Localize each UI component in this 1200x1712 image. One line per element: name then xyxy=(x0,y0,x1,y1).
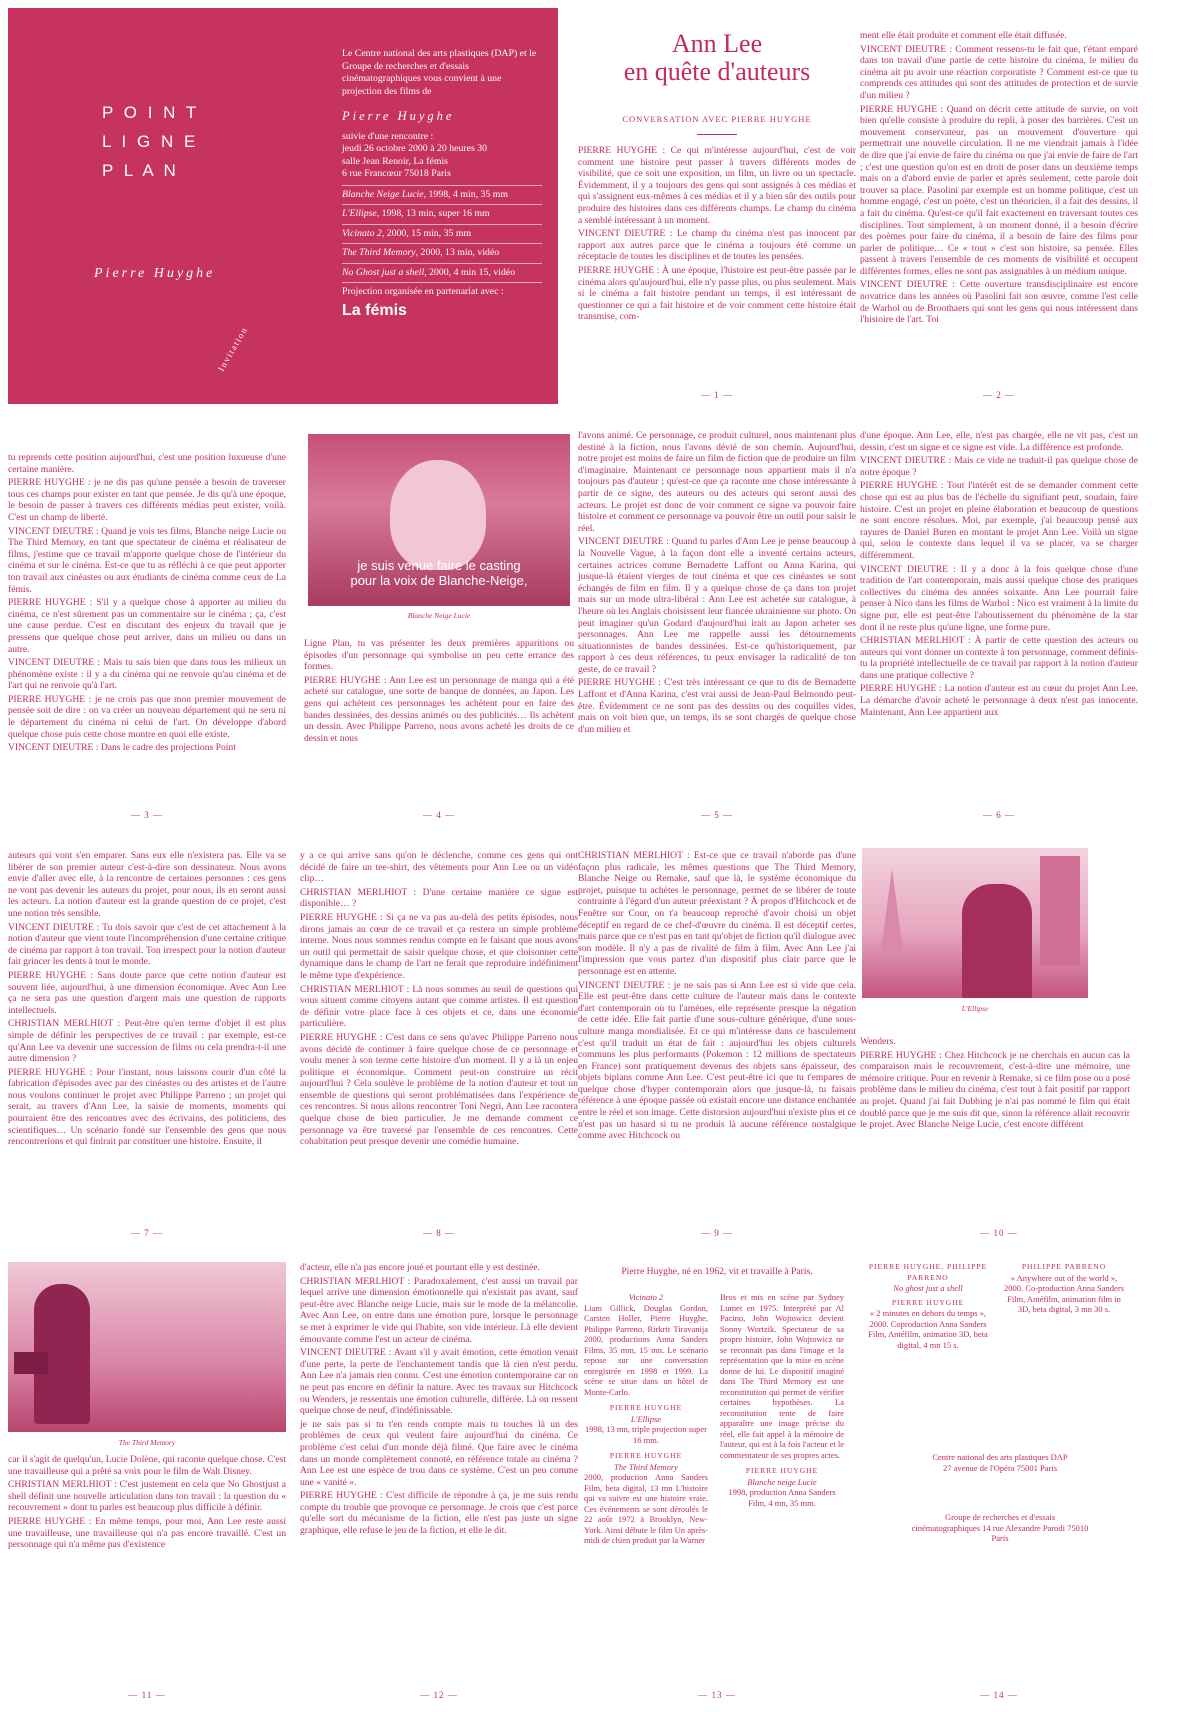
folio: — 14 — xyxy=(980,1690,1018,1700)
page-4 xyxy=(300,428,578,824)
page-11 xyxy=(8,1262,286,1704)
page-13 xyxy=(578,1262,856,1704)
portrait-figure xyxy=(390,460,486,570)
page-14 xyxy=(860,1262,1138,1704)
folio: — 1 — xyxy=(701,390,733,400)
page-3 xyxy=(8,428,286,824)
credit-text: « 2 minutes en dehors du temps », 2000. Coproduction Anna Sanders Film, Antéfilm, animation 3D, beta digital, 4 mn 15 s. xyxy=(868,1308,988,1350)
credit-title: Blanche neige Lucie xyxy=(747,1476,817,1487)
folio: — 5 — xyxy=(701,810,733,820)
page-9 xyxy=(578,846,856,1242)
partner-label: Projection organisée en partenariat avec : xyxy=(342,286,504,297)
meeting-label: suivie d'une rencontre : xyxy=(342,130,434,142)
folio: — 13 — xyxy=(698,1690,736,1700)
meeting-address: 6 rue Francœur 75018 Paris xyxy=(342,168,451,179)
body-text: auteurs qui vont s'en emparer. Sans eux elle n'existera pas. Elle va se libérer de son premier auteur c'est-à-dire son dessinateur. Nous avons envie d'aller avec elle, à la rencontre de certaines personnes : ces gens ne vont pas devenir les auteurs du projet, pour nous, ils en seront aussi les acteurs. La notion d'auteur est la grande question de ce projet, c'est une notion très sensible. VINCENT DIEUTRE : Tu dois savoir que c'est de cet attachement à la notion d'auteur que vient toute l'incompréhension d'une certaine critique de cinéma par rapport à ton travail. Ton irrespect pour la notion d'auteur fait grincer les dents à tout le monde. PIERRE HUYGHE : Sans doute parce que cette notion d'auteur est souvent liée, aujourd'hui, à une dimension économique. Avec Ann Lee ça ne sera pas une question d'argent mais une question de rapports intellectuels. CHRISTIAN MERLHIOT : Peut-être qu'en terme d'objet il est plus simple de définir les perspectives de ce travail : par exemple, est-ce qu'Ann Lee va devenir une succession de films ou cela prendra-t-il une autre dimension ? PIERRE HUYGHE : Pour l'instant, nous laissons courir d'un côté la fabrication d'épisodes avec par des cinéastes ou des artistes et de l'autre nous voulons continuer le projet avec Philippe Parreno ; un projet qui serait, au travers d'Ann Lee, la saisie de moments, moments qui pourraient être des rencontres avec des écrivains, des politiciens, des scientifiques… Un scénario fondé sur l'ensemble des gens que nous rencontrerions et qui finirait par constituer une histoire. Ensuite, il xyxy=(8,850,286,1148)
film-item: L'Ellipse, 1998, 13 min, super 16 mm xyxy=(342,204,542,224)
artist-bio: Pierre Huyghe, né en 1962, vit et travaille à Paris. xyxy=(621,1266,813,1277)
credit-author: PIERRE HUYGHE xyxy=(609,1451,683,1460)
page-12 xyxy=(300,1262,578,1704)
page-10 xyxy=(860,846,1138,1242)
folio: — 4 — xyxy=(423,810,455,820)
credit-title: L'Ellipse xyxy=(630,1413,662,1424)
photo-caption: L'Ellipse xyxy=(961,1004,989,1013)
folio: — 12 — xyxy=(420,1690,458,1700)
folio: — 6 — xyxy=(983,810,1015,820)
body-text: y a ce qui arrive sans qu'on le déclenche, comme ces gens qui ont décidé de faire un tee-shirt, des vêtements pour Ann Lee ou un vidéo clip… CHRISTIAN MERLHIOT : D'une certaine manière ce signe est disponible… ? PIERRE HUYGHE : Si ça ne va pas au-delà des petits épisodes, nous dirons jamais au cœur de ce travail et ça restera un simple problème interne. Nous nous sommes rendus compte en le faisant que nous avons un outil qui permettait de saisir quelque chose, et que cloisonner cette dynamique dans le champ de l'art ne ferait que reproduire indéfiniment le même type d'expérience. CHRISTIAN MERLHIOT : Là nous sommes au seuil de questions qui vous situent comme citoyens autant que comme artistes. Il est question de définir votre place face à ces objets et ce, dans une économie particulière. PIERRE HUYGHE : C'est dans ce sens qu'avec Philippe Parreno nous avons décidé de continuer à faire quelque chose de ce personnage et voulu mener à son terme cette histoire d'un moment. Il y a là un enjeu politique et économique. Comment peut-on construire un récit aujourd'hui ? Cela soulève le problème de la notion d'auteur et tout un ensemble de questions qui seront problématisées dans l'expérience de ces rencontres. Si nous allons rencontrer Toni Negri, Ann Lee racontera quelque chose de bien particulier. Je me demande comment ce personnage va être traversé par l'ensemble de ces rencontres. Cette cohabitation peut presque devenir une comédie humaine. xyxy=(300,850,578,1148)
body-text: ment elle était produite et comment elle était diffusée. VINCENT DIEUTRE : Comment ressens-tu le fait que, t'étant emparé dans ton travail d'une partie de cette histoire du cinéma, le milieu du cinéma ait pu avoir une réaction corporatiste ? Comment est-ce que tu comprends ces attitudes qui sont des attitudes de protection et de survie d'un milieu ? PIERRE HUYGHE : Quand on décrit cette attitude de survie, on voit bien qu'elle consiste à produire du repli, à poser des barrières. C'est un mouvement conservateur, pas un mouvement d'ouverture qui permettrait une nouvelle circulation. Il ne me viendrait jamais à l'idée de dire que j'ai envie de faire du cinéma ou que j'ai envie de faire de l'art ; c'est une question qu'on est en droit de poser dans un deuxième temps mais on a d'abord envie de parler et après seulement, cette parole doit trouver sa place. Pasolini par exemple est un homme politique, c'est un homme engagé, c'est un poète, c'est un théoricien, il a fait des dessins, il a fait du cinéma. Qu'est-ce qu'il fait exactement en traversant toutes ces disciplines. Tout simplement, à un moment donné, il a besoin d'écrire des poèmes pour faire du cinéma, il a besoin de faire des films pour parler de politique… Ce « tout » c'est son histoire, sa pensée. Elles passent à travers l'ensemble de ces moments de visibilité et occupent différentes formes, elles ne sont pas assignables à un médium unique. VINCENT DIEUTRE : Cette ouverture transdisciplinaire est encore novatrice dans les années où Pasolini fait son œuvre, comme l'est celle de Warhol ou de Broothaers qui sont les gens qui nous intéressent dans l'histoire de l'art. Toi xyxy=(860,30,1138,326)
credit-author: PIERRE HUYGHE xyxy=(745,1466,819,1475)
folio: — 10 — xyxy=(980,1228,1018,1238)
page-1 xyxy=(578,8,856,404)
ellipse-still xyxy=(862,848,1088,998)
body-text: Wenders. PIERRE HUYGHE : Chez Hitchcock je ne cherchais en aucun cas la comparaison mais le recouvrement, c'est-à-dire une mémoire, une mémoire critique. Pour en revenir à Remake, si ce film pose ou a posé problème dans le milieu du cinéma, c'est tout à fait positif par rapport au projet. Quand j'ai fait Dubbing je n'ai pas nommé le film qui était doublé parce que je me suis dit que, sinon la référence allait recouvrir le projet. Avec Blanche Neige Lucie, c'est encore différent xyxy=(860,1036,1130,1131)
grec-address: Groupe de recherches et d'essais cinématographiques 14 rue Alexandre Parodi 75010 Paris xyxy=(911,1512,1089,1543)
meeting-date: jeudi 26 octobre 2000 à 20 heures 30 xyxy=(342,143,488,154)
credit-title: Vicinato 2 xyxy=(628,1292,664,1302)
credit-text: 2000, production Anna Sanders Film, beta digital, 13 mn L'histoire qui va suivre est une histoire vraie. Ces événements se sont déroulés le 22 août 1972 à Brooklyn, New-York. Ainsi débute le film Un après-midi de chien produit par la Warner xyxy=(584,1472,708,1545)
eiffel-tower-shape xyxy=(880,868,904,958)
camera-shape xyxy=(14,1352,48,1374)
body-text: tu reprends cette position aujourd'hui, c'est une position luxueuse d'une certaine manière. PIERRE HUYGHE : je ne dis pas qu'une pensée a besoin de traverser tous ces champs pour exister en tant que pensée. Je dis qu'à une époque, le besoin de passer à travers ces différents médias peut exister, voilà. C'est un champ de liberté. VINCENT DIEUTRE : Quand je vois tes films, Blanche neige Lucie ou The Third Memory, en tant que spectateur de cinéma et réalisateur de films, j'estime que ce travail m'apporte quelque chose de l'intérieur du cinéma et sur le cinéma. Est-ce que tu as réfléchi à ce que peut apporter ton travail aux cinéastes ou aux étudiants de cinéma comme ceux de La fémis. PIERRE HUYGHE : S'il y a quelque chose à apporter au milieu du cinéma, ce n'est sûrement pas un commentaire sur le cinéma ; ça, c'est une cause perdue. C'est en discutant des enjeux du travail que je pressens que quelque chose peut arriver, dans un milieu ou dans un autre. VINCENT DIEUTRE : Mais tu sais bien que dans tous les milieux un phénomène existe : il y a du cinéma qui ne renvoie qu'au cinéma et de l'art qui ne renvoie qu'à l'art. PIERRE HUYGHE : je ne crois pas que mon premier mouvement de pensée soit de dire : on va créer un nouveau département qui ne sera ni le département du cinéma ni celui de l'art. On développe d'abord quelque chose puis cette chose montre en quoi elle existe. VINCENT DIEUTRE : Dans le cadre des projections Point xyxy=(8,452,286,754)
cover-artist: Pierre Huyghe xyxy=(94,266,216,281)
credit-text: 1998, production Anna Sanders Film, 4 mn, 35 mm. xyxy=(728,1487,836,1508)
point-ligne-plan-logo: P O I N T L I G N E P L A N xyxy=(102,103,200,180)
body-text: l'avons animé. Ce personnage, ce produit culturel, nous maintenant plus destiné à la fiction, nous l'avons dévié de son chemin. Aujourd'hui, notre projet est moins de faire un film de fiction que de produire un film d'imaginaire. Maintenant ce personnage nous appartient mais il n'a toujours pas d'auteur ; qu'est-ce que ça raconte une chose intéressante à partir de ce signe, des auteurs ou des acteurs qui seront aussi des acteurs. Le projet est donc de voir comment ce signe va pouvoir faire histoire et comment ce personnage va pouvoir être un outil pour saisir le réel. VINCENT DIEUTRE : Quand tu parles d'Ann Lee je pense beaucoup à la Nouvelle Vague, à la façon dont elle a inventé certains acteurs, certaines actrices comme Bernadette Laffont ou Anna Karina, qui jusque-là étaient vierges de tout cinéma et que ces cinéastes se sont échangés de film en film. Il y a quelque chose de ça dans ton projet mais sur un mode ultra-libéral : Ann Lee est achetée sur catalogue, à l'heure où les Anglais choisissent leur fiancée ukrainienne sur photo. On peut imaginer qu'un Godard d'aujourd'hui irait au Japon acheter ses personnages. Ann Lee me rappelle aussi les détournements situationnistes de bandes dessinées. Est-ce qu'historiquement, par rapport à ces deux références, tu peux envisager la radicalité de ton geste, de ce travail ? PIERRE HUYGHE : C'est très intéressant ce que tu dis de Bernadette Laffont et d'Anna Karina, c'est vrai aussi de Jean-Paul Belmondo peut-être. Évidemment ce ne sont pas des dessins ou des coquilles vides, mais on voit bien que, un temps, ils se sont chargés de quelque chose d'un milieu et xyxy=(578,430,856,735)
col-right xyxy=(1002,1262,1126,1315)
credit-author: PIERRE HUYGHE, PHILIPPE PARRENO xyxy=(868,1262,988,1282)
film-item: Vicinato 2, 2000, 15 min, 35 mm xyxy=(342,224,542,244)
folio: — 9 — xyxy=(701,1228,733,1238)
cover-details-panel xyxy=(274,8,558,404)
credit-text: Liam Gillick, Douglas Gordon, Carsten Holler, Pierre Huyghe, Philippe Parreno, Rirkrit Tiravanija 2000, productions Anna Sanders Films, 35 mm, 15 mn. Le scénario repose sur une conversation enregistrée en 1998 et 1999. La scène se situe dans un hôtel de Monte-Carlo. xyxy=(584,1302,708,1397)
body-text: Ligne Plan, tu vas présenter les deux premières apparitions ou épisodes d'un personnage qui symbolise un peu cette errance des formes. PIERRE HUYGHE : Ann Lee est un personnage de manga qui a été acheté sur catalogue, une sorte de banque de données, au Japon. Les gens qui achètent ces personnages les achètent pour en faire des bandes dessinées, des dessins animés ou des publicités… Ils achètent un dessin. Avec Philippe Parreno, nous avons acheté les droits de ce dessin et nous xyxy=(304,638,574,744)
folio: — 2 — xyxy=(983,390,1015,400)
body-text: CHRISTIAN MERLHIOT : Est-ce que ce travail n'aborde pas d'une façon plus radicale, les mêmes questions que The Third Memory, Blanche Neige ou Remake, sauf que là, le système économique du projet, puisque tu achètes le personnage, permet de se libérer de toute contrainte à l'égard d'un auteur préexistant ? À propos d'Hitchcock et de Fenêtre sur Cour, on t'a beaucoup reproché d'avoir choisi un objet déceptif en regard de ce chef-d'œuvre du cinéma. Il est déceptif certes, mais parce que ce n'est pas en tant qu'objet de fiction qu'il dialogue avec son modèle. Il n'y a pas de rivalité de film à film. Avec Ann Lee j'ai l'impression que vous partez d'un dispositif plus clair parce que le personnage est en attente. VINCENT DIEUTRE : je ne sais pas si Ann Lee est si vide que cela. Elle est peut-être dans cette culture de l'auteur mais dans le contexte d'art contemporain où tu l'amènes, elle représente presque la négation de cette idée. Elle fait partie d'une sous-culture générique, d'une sous-culture manga mondialisée. Et ce qui m'intéresse dans ce basculement c'est qu'il traduit un état de fait : aujourd'hui les objets culturels communs les plus performants (Pokemon : 12 millions de spectateurs en France) sont pratiquement devenus des objets sans épaisseur, des objets biplans comme Ann Lee. C'est peut-être ici que tu t'empares de quelque chose d'hyper contemporain alors que jusque-là, tu faisais référence à une époque passée où existait encore une distance enchantée entre le réel et son image. Cette distorsion aujourd'hui n'existe plus et ce n'est pas un hasard si tu ne produis là aucune référence nostalgique comme avec Hitchcock ou xyxy=(578,850,856,1142)
meeting-venue: salle Jean Renoir, La fémis xyxy=(342,155,448,167)
credit-author: PHILIPPE PARRENO xyxy=(1021,1262,1107,1271)
cnap-address: Centre national des arts plastiques DAP 27 avenue de l'Opéra 75001 Paris xyxy=(932,1452,1068,1473)
blanche-neige-still xyxy=(308,434,570,606)
divider xyxy=(697,134,737,135)
body-text: d'une époque. Ann Lee, elle, n'est pas chargée, elle ne vit pas, c'est un dessin, c'est un signe et ce signe est vide. La différence est profonde. VINCENT DIEUTRE : Mais ce vide ne traduit-il pas quelque chose de notre époque ? PIERRE HUYGHE : Tout l'intérêt est de se demander comment cette chose qui est au plus bas de l'échelle du signifiant peut, soudain, faire histoire. C'est un projet en pleine élaboration et beaucoup de questions ne sont encore résolues. Moi, par exemple, j'ai beaucoup pensé aux rayures de Daniel Buren en montant le projet Ann Lee. Voilà un signe qui, selon le contexte dans lequel il va se placer, va se charger différemment. VINCENT DIEUTRE : Il y a donc à la fois quelque chose d'une tradition de l'art contemporain, mais aussi quelque chose des pratiques collectives du cinéma des années soixante. Ann Lee pourrait faire penser à Nico dans les films de Warhol : Nico est vraiment à la limite du signe pur, elle est peut-être l'aboutissement du phénomène de la star dont il ne reste plus qu'une ligne, une forme pure. CHRISTIAN MERLHIOT : À partir de cette question des acteurs ou auteurs qui vont donner un contexte à ton personnage, comment définis-tu la propriété intellectuelle de ce travail par rapport à la notion d'auteur dans une pratique collective ? PIERRE HUYGHE : La notion d'auteur est au cœur du projet Ann Lee. La démarche d'avoir acheté le personnage à deux n'est pas innocente. Maintenant, Ann Lee appartient aux xyxy=(860,430,1138,718)
photo-caption: Blanche Neige Lucie xyxy=(407,611,471,620)
subtitle: CONVERSATION AVEC PIERRE HUYGHE xyxy=(622,114,812,124)
page-5 xyxy=(578,428,856,824)
partner-logo: La fémis xyxy=(342,301,407,319)
cover-intro: Le Centre national des arts plastiques (DAP) et le Groupe de recherches et d'essais cinématographiques vous convient à une projection des films de xyxy=(342,48,537,97)
page-7 xyxy=(8,846,286,1242)
film-list xyxy=(342,185,542,284)
credit-text: Bros et mis en scène par Sydney Lumet en 1975. Interprété par Al Pacino, John Wojtowicz devient Sonny Wortzik. Spectateur de sa propre histoire, John Wojtowicz ne se reconnait pas dans l'image et la représentation que la mise en scène donne de lui. Le dispositif imaginé dans The Third Memory est une reconstitution qui permet de vérifier certaines hypothèses. La reconstitution tente de faire apparaître une image précise du réel, elle fait appel à la mémoire de l'auteur, qui est à la fois l'acteur et le commentateur de ses propres actes. xyxy=(720,1292,844,1460)
body-text: PIERRE HUYGHE : Ce qui m'intéresse aujourd'hui, c'est de voir comment une histoire peut passer à travers différents modes de visibilité, que ce soit une exposition, un film, un livre ou un spectacle. Évidemment, il y a toujours des gens qui sont assignés à ces médias et qui s'assignent eux-mêmes à ces médias et il y a bien sûr des outils pour produire des histoires dans ces différents champs. Le champ du cinéma a semblé intéressant à un moment. VINCENT DIEUTRE : Le champ du cinéma n'est pas innocent par rapport aux autres parce que le cinéma a toujours été comme un réceptacle de toutes les disciplines et de toutes les pensées. PIERRE HUYGHE : À une époque, l'histoire est peut-être passée par le cinéma alors qu'aujourd'hui, elle n'y passe plus, ou plus seulement. Mais si le cinéma a fait histoire pendant un temps, il est intéressant de questionner ce qui a fait histoire et de voir comment cette histoire était transmise, com- xyxy=(578,145,856,323)
film-item: The Third Memory, 2000, 13 min, vidéo xyxy=(342,243,542,263)
credit-text: 1998, 13 mn, triple projection super 16 mm. xyxy=(584,1424,708,1445)
col-left xyxy=(584,1292,708,1546)
cover-artist-big: Pierre Huyghe xyxy=(342,109,455,123)
folio: — 3 — xyxy=(131,810,163,820)
building-shape xyxy=(1040,856,1080,966)
folio: — 7 — xyxy=(131,1228,163,1238)
film-subtitle: je suis venue faire le casting pour la voix de Blanche-Neige, xyxy=(350,558,528,588)
credit-title: No ghost just a shell xyxy=(893,1283,963,1293)
photo-caption: The Third Memory xyxy=(118,1438,176,1447)
credit-author: PIERRE HUYGHE xyxy=(609,1403,683,1412)
body-text: d'acteur, elle n'a pas encore joué et pourtant elle y est destinée. CHRISTIAN MERLHIOT : Paradoxalement, c'est aussi un travail par lequel arrive une dimension émotionnelle qui n'existait pas avant, sauf peut-être avec Blanche neige Lucie, mais sur le mode de la mélancolie. Avec Ann Lee, on entre dans une émotion pure, lorsque le personnage se met à exprimer le vide qui l'habite, son vide intérieur. Là elle devient émouvante comme l'est un acteur de cinéma. VINCENT DIEUTRE : Avant s'il y avait émotion, cette émotion venait d'une perte, la perte de l'enchantement tandis que là rien n'est perdu. Ann Lee n'a jamais rien connu. C'est une émotion contemporaine car on ne peut pas encore en définir la nature. Avec tes travaux sur Hitchcock ou Wenders, je ressentais une émotion culturelle, différée. Là on ressent quelque chose de neuf, d'indéfinissable. je ne sais pas si tu t'en rends compte mais tu touches là un des problèmes de ceux qui veulent faire aujourd'hui du cinéma. Ce problème c'est celui d'un monde déjà filmé. Que faire avec le cinéma dans un monde complètement connoté, en référence totale au cinéma ? Ann Lee est une espèce de trou dans ce système. C'est un peu comme une « vanité ». PIERRE HUYGHE : C'est difficile de répondre à ça, je me suis rendu compte du trouble que provoque ce personnage. Je crois que c'est parce qu'elle sort du mécanisme de la fiction, elle n'est pas juste un signe graphique, elle refuse le jeu de la fiction, et elle le dit. xyxy=(300,1262,578,1537)
col-left xyxy=(866,1262,990,1350)
third-memory-still xyxy=(8,1262,286,1432)
cover-panel xyxy=(8,8,274,404)
page-title: Ann Lee en quête d'auteurs xyxy=(623,29,811,86)
folio: — 8 — xyxy=(423,1228,455,1238)
film-item: Blanche Neige Lucie, 1998, 4 min, 35 mm xyxy=(342,185,542,205)
credit-text: « Anywhere out of the world », 2000. Co-production Anna Sanders Film, Antéfilm, animation film in 3D, beta digital, 3 mn 30 s. xyxy=(1004,1272,1124,1314)
page-6 xyxy=(860,428,1138,824)
credit-author: PIERRE HUYGHE xyxy=(891,1297,965,1307)
page-2 xyxy=(860,8,1138,404)
col-right xyxy=(720,1292,844,1508)
invitation-label: Invitation xyxy=(216,324,250,373)
page-8 xyxy=(300,846,578,1242)
man-figure xyxy=(962,884,1032,998)
folio: — 11 — xyxy=(128,1690,166,1700)
credit-title: The Third Memory xyxy=(614,1461,678,1472)
body-text: car il s'agit de quelqu'un, Lucie Dolène, qui raconte quelque chose. C'est une travailleuse qui a prêté sa voix pour le film de Walt Disney. CHRISTIAN MERLHIOT : C'est justement en cela que No Ghostjust a shell définit une nouvelle articulation dans ton travail : la question du « recouvrement » dont tu parles est beaucoup plus difficile à définir. PIERRE HUYGHE : En même temps, pour moi, Ann Lee reste aussi une travailleuse, une travailleuse qui n'a pas encore travaillé. C'est un personnage qui n'a même pas d'existence xyxy=(8,1454,286,1551)
film-item: No Ghost just a shell, 2000, 4 min 15, vidéo xyxy=(342,263,542,284)
